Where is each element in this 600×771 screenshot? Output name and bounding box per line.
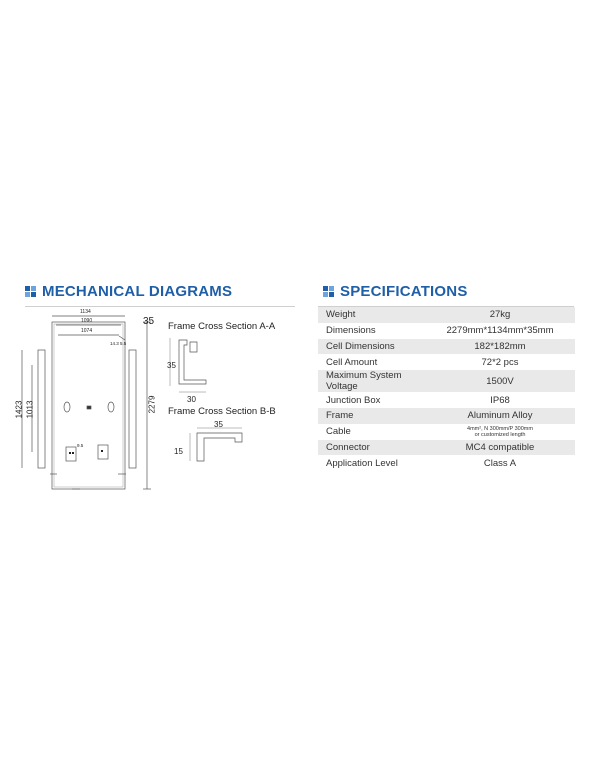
spec-row-cell-amount xyxy=(318,354,575,370)
spec-label: Frame xyxy=(326,410,354,422)
section-b-label: Frame Cross Section B-B xyxy=(168,406,276,417)
dim-small-a: 14.3 5.5 xyxy=(110,341,127,346)
spec-value: Aluminum Alloy xyxy=(467,410,533,422)
spec-row-connector xyxy=(318,440,575,456)
cross-section-b xyxy=(197,433,242,461)
spec-value: 182*182mm xyxy=(474,340,526,352)
spec-row-weight xyxy=(318,307,575,323)
dim-width-inner: 1074 xyxy=(81,328,93,334)
spec-value: IP68 xyxy=(490,394,510,406)
dim-width-mid: 1090 xyxy=(81,318,93,324)
spec-label: Dimensions xyxy=(326,325,376,337)
dim-height-b: 1013 xyxy=(25,400,35,419)
dim-height-a: 1423 xyxy=(14,400,24,419)
spec-value: 1500V xyxy=(486,375,514,387)
spec-value: 2279mm*1134mm*35mm xyxy=(446,325,554,337)
cable-value-line2: or customized length xyxy=(474,431,526,438)
section-a-width: 30 xyxy=(187,395,196,404)
spec-row-frame xyxy=(318,408,575,424)
spec-row-dimensions xyxy=(318,323,575,339)
spec-label: Connector xyxy=(326,441,370,453)
dim-small-b: 9.5 xyxy=(77,443,84,448)
mounting-rail-right xyxy=(129,350,136,468)
mounting-rail-left xyxy=(38,350,45,468)
spec-label: Weight xyxy=(326,309,356,321)
spec-label: Cable xyxy=(326,426,351,438)
spec-label: Cell Amount xyxy=(326,356,378,368)
spec-value xyxy=(425,424,575,440)
cross-section-a xyxy=(179,340,206,384)
spec-row-application-level xyxy=(318,455,575,471)
spec-value: 27kg xyxy=(489,309,511,321)
spec-label: Junction Box xyxy=(326,394,381,406)
spec-label: Cell Dimensions xyxy=(326,340,395,352)
dim-width-outer: 1134 xyxy=(80,309,91,315)
spec-row-cell-dimensions xyxy=(318,339,575,355)
spec-value: MC4 compatible xyxy=(465,441,535,453)
spec-label: Maximum System Voltage xyxy=(326,370,402,393)
spec-row-max-voltage xyxy=(318,370,575,392)
section-b-height: 15 xyxy=(174,447,183,456)
mechanical-diagrams-title: MECHANICAL DIAGRAMS xyxy=(42,283,233,300)
spec-row-junction-box xyxy=(318,392,575,408)
section-b-width: 35 xyxy=(214,420,223,429)
spec-value: Class A xyxy=(483,457,517,469)
specifications-table xyxy=(318,307,575,471)
section-a-label: Frame Cross Section A-A xyxy=(168,321,276,332)
spec-label: Application Level xyxy=(326,457,398,469)
dim-frame-depth: 35 xyxy=(143,316,155,327)
section-a-height: 35 xyxy=(167,361,176,370)
specifications-title: SPECIFICATIONS xyxy=(340,283,468,300)
spec-value: 72*2 pcs xyxy=(481,356,519,368)
dim-height-total: 2279 xyxy=(147,395,157,414)
cable-value-line1: 4mm², N 300mm/P 300mm xyxy=(467,425,533,432)
spec-row-cable xyxy=(318,424,575,440)
